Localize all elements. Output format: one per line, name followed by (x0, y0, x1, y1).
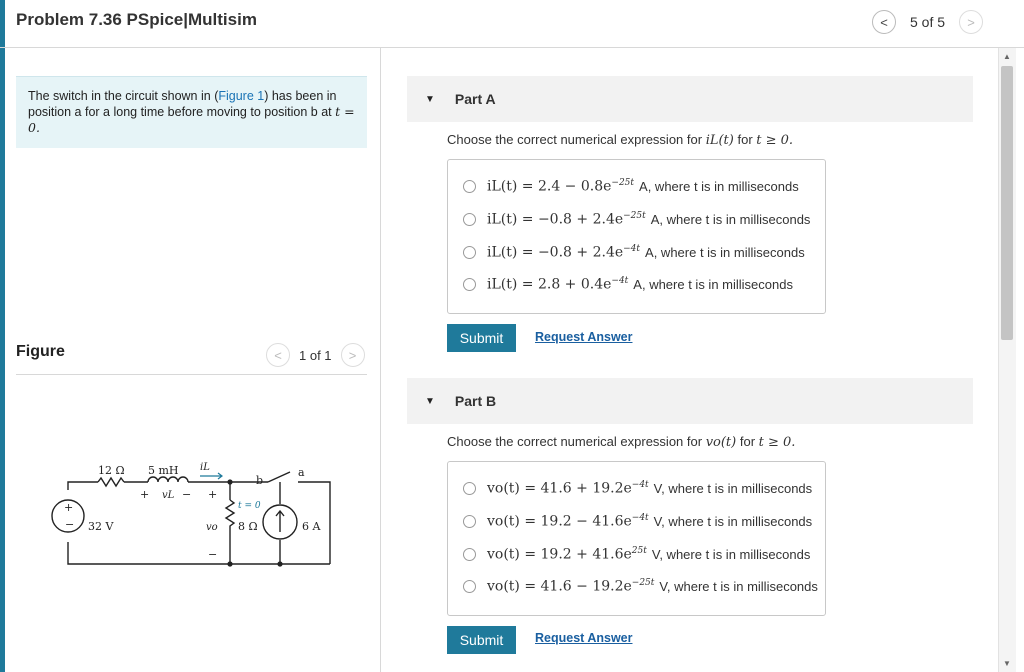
figure-link[interactable]: Figure 1 (218, 89, 265, 103)
figure-heading: Figure (16, 343, 65, 360)
option-expr: vo(t) = 19.2 + 41.6e (487, 546, 632, 563)
problem-text: The switch in the circuit shown in ( (28, 89, 219, 103)
figure-pager-text: 1 of 1 (299, 347, 332, 363)
problem-statement (16, 76, 367, 148)
triangle-down-icon: ▼ (425, 93, 435, 105)
vs-minus: − (65, 518, 75, 531)
radio-button[interactable] (463, 180, 476, 193)
panel-divider (380, 48, 381, 672)
next-figure-button[interactable] (341, 343, 365, 367)
scroll-up-icon[interactable]: ▲ (1003, 52, 1011, 61)
part-a-submit-button[interactable]: Submit (447, 324, 516, 352)
page-title: Problem 7.36 PSpice|Multisim (16, 10, 257, 29)
header (0, 0, 1024, 48)
part-a-request-answer-link[interactable]: Request Answer (535, 330, 633, 344)
node-2 (227, 561, 232, 566)
scroll-thumb[interactable] (1001, 66, 1013, 340)
option-exp: −4t (631, 480, 649, 490)
option-exp: −25t (623, 211, 646, 221)
scroll-down-icon[interactable]: ▼ (1003, 659, 1011, 668)
part-a-option-3[interactable] (463, 244, 805, 261)
node-3 (277, 561, 282, 566)
label-vs: 32 V (88, 520, 114, 533)
label-switch-b: b (256, 474, 264, 487)
part-a-question-var: iL(t) (705, 133, 734, 148)
option-expr: iL(t) = −0.8 + 2.4e (487, 211, 624, 228)
part-b-request-answer-link[interactable]: Request Answer (535, 631, 633, 645)
option-exp: −4t (623, 244, 641, 254)
next-problem-button[interactable] (959, 10, 983, 34)
scrollbar[interactable] (998, 48, 1016, 672)
prev-figure-button[interactable] (266, 343, 290, 367)
triangle-down-icon: ▼ (425, 395, 435, 407)
option-unit: A, where t is in milliseconds (633, 276, 793, 292)
vs-plus: + (64, 501, 74, 514)
part-a-options (447, 159, 826, 314)
option-expr: vo(t) = 41.6 + 19.2e (487, 480, 632, 497)
radio-button[interactable] (463, 515, 476, 528)
part-a-question (447, 132, 793, 148)
option-unit: V, where t is in milliseconds (659, 578, 818, 594)
radio-button[interactable] (463, 278, 476, 291)
option-unit: A, where t is in milliseconds (650, 211, 811, 227)
option-exp: −25t (611, 178, 635, 188)
part-a-title: Part A (454, 91, 496, 107)
label-vo: vo (206, 522, 218, 533)
part-a-question-text: Choose the correct numerical expression for (447, 132, 706, 147)
label-is: 6 A (302, 520, 321, 533)
chevron-left-icon: < (274, 347, 282, 363)
option-exp: 25t (631, 546, 647, 556)
radio-button[interactable] (463, 580, 476, 593)
part-b-question-suffix: for (736, 434, 759, 449)
option-exp: −4t (631, 513, 649, 523)
label-r2: 8 Ω (238, 520, 258, 533)
part-b-question-var: vo(t) (705, 435, 737, 450)
option-unit: A, where t is in milliseconds (645, 244, 805, 260)
label-il: iL (200, 462, 210, 473)
chevron-right-icon: > (967, 14, 975, 30)
il-arrow (200, 473, 222, 479)
label-vl-minus: − (182, 488, 192, 501)
part-a-option-2[interactable] (463, 211, 810, 228)
part-b-submit-button[interactable]: Submit (447, 626, 516, 654)
part-b-title: Part B (454, 393, 497, 409)
part-b-option-1[interactable] (463, 480, 812, 497)
part-a-header[interactable] (407, 76, 973, 122)
figure-divider (16, 374, 367, 375)
radio-button[interactable] (463, 482, 476, 495)
part-b-question (447, 434, 795, 450)
option-unit: V, where t is in milliseconds (653, 513, 813, 529)
problem-time: t = 0. (28, 104, 355, 135)
pager-text: 5 of 5 (910, 14, 946, 30)
label-vl-plus: + (140, 488, 150, 501)
label-inductor: 5 mH (148, 464, 179, 477)
figure-pager (266, 343, 365, 367)
left-accent-bar (0, 0, 5, 672)
part-a-option-1[interactable] (463, 178, 799, 195)
label-vo-plus: + (208, 488, 218, 501)
part-a-question-cond: t ≥ 0. (756, 133, 794, 148)
part-a-question-suffix: for (733, 132, 757, 147)
part-b-header[interactable] (407, 378, 973, 424)
option-exp: −25t (631, 578, 655, 588)
label-t0: t = 0 (238, 501, 261, 511)
circuit-diagram (40, 460, 340, 580)
option-expr: vo(t) = 19.2 − 41.6e (487, 513, 632, 530)
option-expr: iL(t) = 2.4 − 0.8e (487, 178, 612, 195)
radio-button[interactable] (463, 548, 476, 561)
node-1 (227, 479, 232, 484)
part-b-question-text: Choose the correct numerical expression for (447, 434, 706, 449)
part-b-option-3[interactable] (463, 546, 810, 563)
chevron-left-icon: < (880, 14, 888, 30)
radio-button[interactable] (463, 213, 476, 226)
option-unit: V, where t is in milliseconds (653, 480, 813, 496)
part-a-option-4[interactable] (463, 276, 793, 293)
option-expr: iL(t) = −0.8 + 2.4e (487, 244, 624, 261)
option-exp: −4t (611, 276, 629, 286)
label-vl: vL (162, 490, 175, 501)
chevron-right-icon: > (348, 347, 357, 363)
option-expr: vo(t) = 41.6 − 19.2e (487, 578, 632, 595)
option-expr: iL(t) = 2.8 + 0.4e (487, 276, 612, 293)
label-vo-minus: − (208, 548, 218, 561)
part-b-question-cond: t ≥ 0. (758, 435, 796, 450)
part-b-option-4[interactable] (463, 578, 818, 595)
label-r1: 12 Ω (98, 464, 125, 477)
part-b-options (447, 461, 826, 616)
radio-button[interactable] (463, 246, 476, 259)
option-unit: A, where t is in milliseconds (639, 178, 799, 194)
problem-text-2: ) has been in position a for a long time before moving to position b at (28, 89, 337, 119)
part-b-option-2[interactable] (463, 513, 812, 530)
prev-problem-button[interactable] (872, 10, 896, 34)
problem-pager (872, 10, 983, 34)
label-switch-a: a (298, 466, 305, 479)
option-unit: V, where t is in milliseconds (651, 546, 811, 562)
